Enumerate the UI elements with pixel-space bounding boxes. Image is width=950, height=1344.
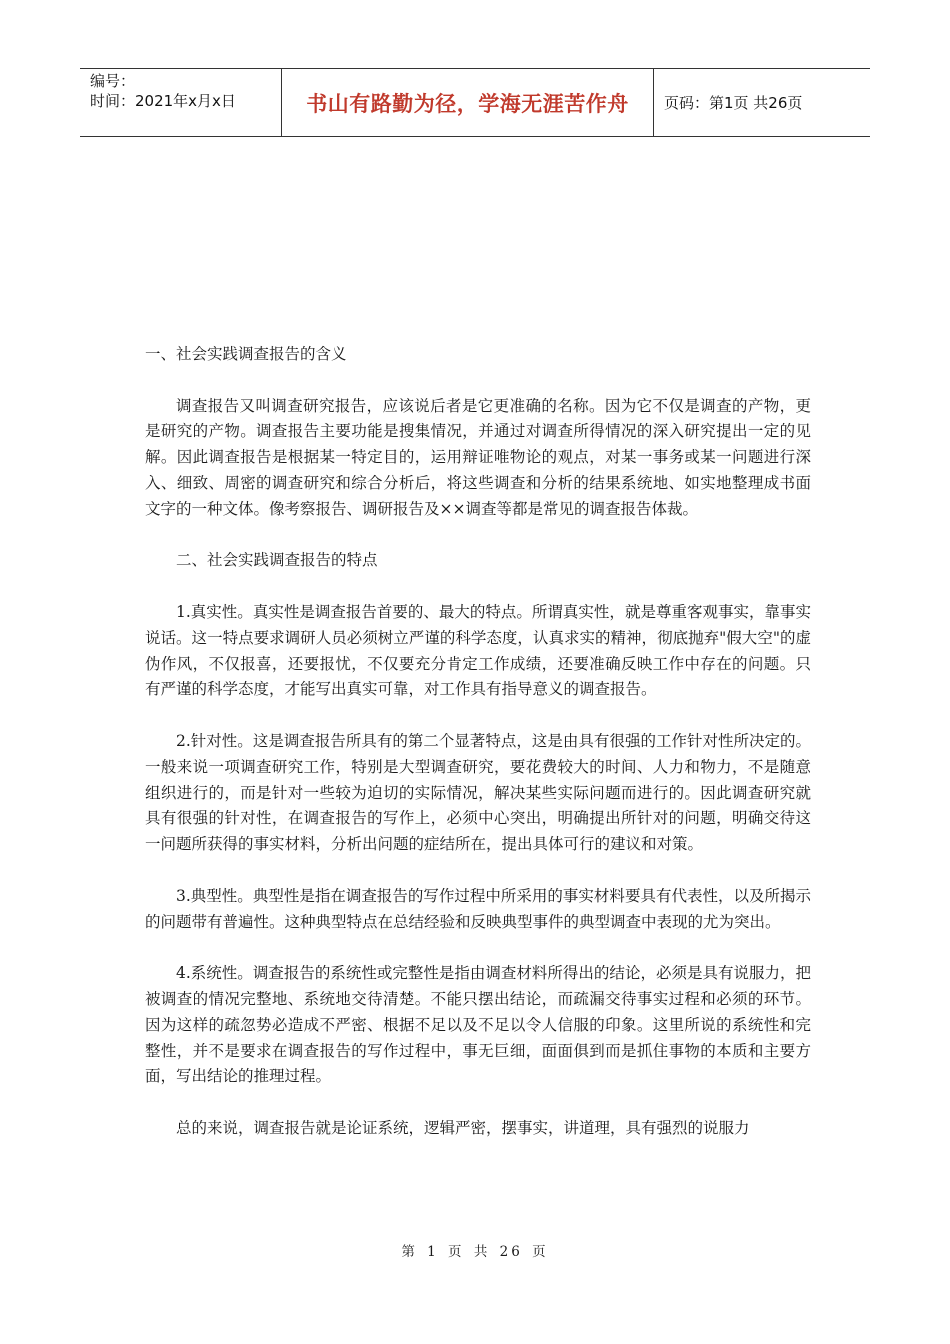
paragraph-definition: 调查报告又叫调查研究报告，应该说后者是它更准确的名称。因为它不仅是调查的产物，更是研究的产物。调查报告主要功能是搜集情况，并通过对调查所得情况的深入研究提出一定的见解。因此调查报告是根据某一特定目的，运用辩证唯物论的观点，对某一事务或某一问题进行深入、细致、周密的调查研究和综合分析后，将这些调查和分析的结果系统地、如实地整理成书面文字的一种文体。像考察报告、调研报告及××调查等都是常见的调查报告体裁。 bbox=[145, 396, 811, 518]
code-label: 编号： bbox=[90, 72, 136, 90]
paragraph-pertinence: 2.针对性。这是调查报告所具有的第二个显著特点，这是由具有很强的工作针对性所决定的。一般来说一项调查研究工作，特别是大型调查研究，要花费较大的时间、人力和物力，不是随意组织进行的，而是针对一些较为迫切的实际情况，解决某些实际问题而进行的。因此调查研究就具有很强的针对性，在调查报告的写作上，必须中心突出，明确提出所针对的问题，明确交待这一问题所获得的事实材料，分析出问题的症结所在，提出具体可行的建议和对策。 bbox=[145, 731, 811, 854]
header-page-info: 页码：第1页 共26页 bbox=[664, 94, 803, 112]
section-heading-2: 二、社会实践调查报告的特点 bbox=[176, 551, 378, 570]
document-body bbox=[145, 342, 811, 1168]
page-header bbox=[80, 68, 870, 137]
paragraph-typicality: 3.典型性。典型性是指在调查报告的写作过程中所采用的事实材料要具有代表性，以及所揭示的问题带有普遍性。这种典型特点在总结经验和反映典型事件的典型调查中表现的尤为突出。 bbox=[145, 886, 811, 931]
paragraph-authenticity: 1.真实性。真实性是调查报告首要的、最大的特点。所谓真实性，就是尊重客观事实，靠事实说话。这一特点要求调研人员必须树立严谨的科学态度，认真求实的精神，彻底抛弃"假大空"的虚伪作风，不仅报喜，还要报忧，不仅要充分肯定工作成绩，还要准确反映工作中存在的问题。只有严谨的科学态度，才能写出真实可靠，对工作具有指导意义的调查报告。 bbox=[145, 602, 811, 699]
header-motto: 书山有路勤为径，学海无涯苦作舟 bbox=[282, 69, 654, 136]
paragraph-systematic: 4.系统性。调查报告的系统性或完整性是指由调查材料所得出的结论，必须是具有说服力，把被调查的情况完整地、系统地交待清楚。不能只摆出结论，而疏漏交待事实过程和必须的环节。因为这样的疏忽势必造成不严密、根据不足以及不足以令人信服的印象。这里所说的系统性和完整性，并不是要求在调查报告的写作过程中，事无巨细，面面俱到而是抓住事物的本质和主要方面，写出结论的推理过程。 bbox=[145, 964, 811, 1086]
section-heading-1: 一、社会实践调查报告的含义 bbox=[145, 345, 347, 363]
page-footer: 第 1 页 共 26 页 bbox=[401, 1244, 549, 1260]
date-label: 时间：2021年x月x日 bbox=[90, 92, 236, 110]
header-meta bbox=[80, 69, 282, 136]
paragraph-summary: 总的来说，调查报告就是论证系统，逻辑严密，摆事实，讲道理，具有强烈的说服力 bbox=[176, 1118, 750, 1137]
